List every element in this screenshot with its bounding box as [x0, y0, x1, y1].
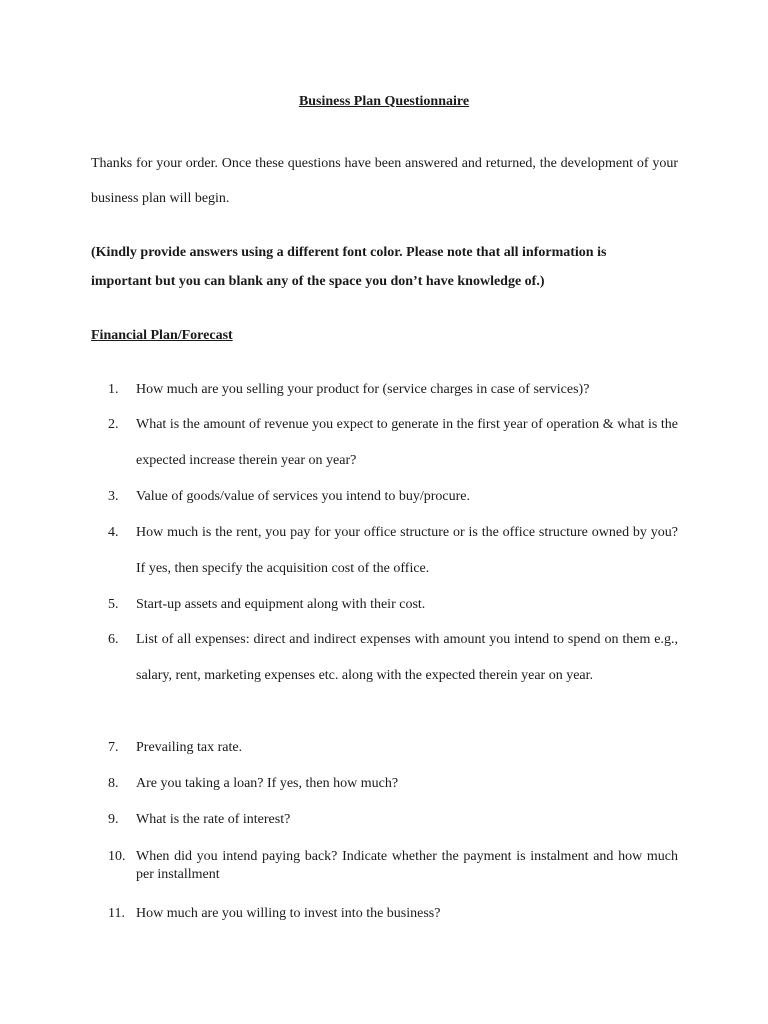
question-number: 6. [108, 632, 119, 647]
question-number: 7. [108, 740, 119, 755]
question-number: 1. [108, 382, 119, 397]
question-text: Start-up assets and equipment along with their cost. [136, 597, 426, 612]
question-text: Prevailing tax rate. [136, 740, 243, 755]
question-text: List of all expenses: direct and indirect expenses with amount you intend to spend on them e.g., salary, rent, marketing expenses etc. along with the expected therein year on year. [136, 632, 678, 683]
instruction-note-line-2: important but you can blank any of the space you don’t have knowledge of.) [91, 274, 545, 289]
instruction-note-line-1: (Kindly provide answers using a different font color. Please note that all information is [91, 245, 607, 260]
document-title: Business Plan Questionnaire [298, 94, 470, 109]
question-text: When did you intend paying back? Indicate whether the payment is instalment and how much per installment [136, 849, 678, 882]
question-text: Are you taking a loan? If yes, then how much? [136, 776, 399, 791]
question-number: 3. [108, 489, 119, 504]
question-number: 9. [108, 812, 119, 827]
intro-paragraph: Thanks for your order. Once these questions have been answered and returned, the development of your business plan will begin. [91, 156, 678, 206]
question-number: 10. [108, 849, 126, 864]
question-text: How much are you selling your product for (service charges in case of services)? [136, 382, 590, 397]
question-number: 8. [108, 776, 119, 791]
question-text: What is the amount of revenue you expect to generate in the first year of operation & what is the expected increase therein year on year? [136, 417, 678, 468]
section-heading-financial-plan: Financial Plan/Forecast [91, 328, 233, 343]
question-number: 2. [108, 417, 119, 432]
question-number: 5. [108, 597, 119, 612]
question-text: How much is the rent, you pay for your office structure or is the office structure owned by you? If yes, then specify the acquisition cost of the office. [136, 525, 678, 576]
question-number: 11. [108, 906, 125, 921]
question-text: How much are you willing to invest into the business? [136, 906, 441, 921]
question-text: What is the rate of interest? [136, 812, 291, 827]
question-number: 4. [108, 525, 119, 540]
question-text: Value of goods/value of services you intend to buy/procure. [136, 489, 470, 504]
